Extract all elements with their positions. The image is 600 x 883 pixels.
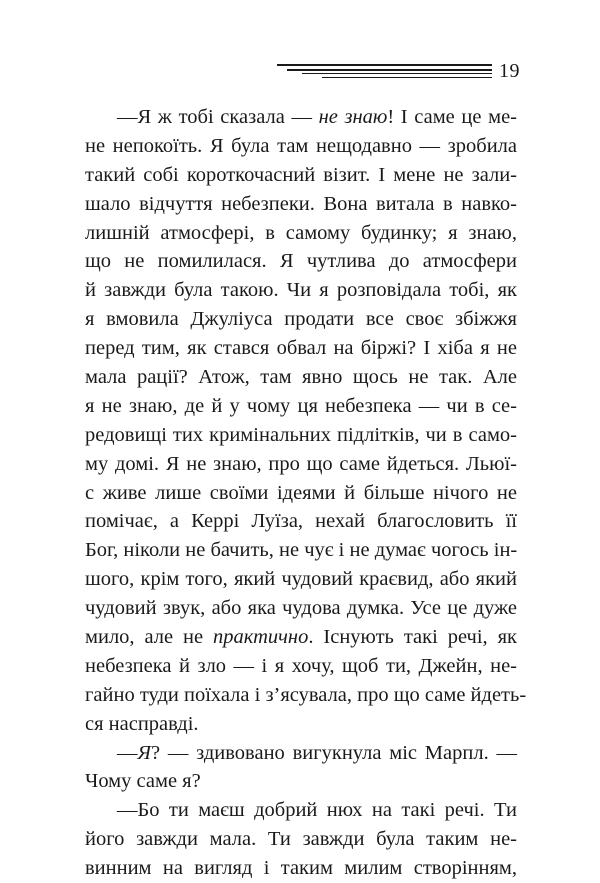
text-line xyxy=(85,421,517,450)
text-segment: що не помилилася. Я чутлива до атмосфери xyxy=(85,250,517,273)
text-line xyxy=(85,507,517,536)
text-line xyxy=(85,854,517,883)
text-line xyxy=(85,710,517,739)
text-line xyxy=(85,594,517,623)
text-line xyxy=(85,739,517,768)
text-segment: мило, але не xyxy=(85,626,214,649)
text-segment: . Існують такі речі, як xyxy=(308,626,517,649)
text-line xyxy=(85,334,517,363)
text-line xyxy=(85,161,517,190)
text-segment: с живе лише своїми ідеями й більше нічого не xyxy=(85,481,517,504)
text-segment: помічає, а Керрі Луїза, нехай благословить її xyxy=(85,510,517,533)
text-segment: — xyxy=(117,741,138,764)
text-segment: й завжди була такою. Чи я розповідала тобі, як xyxy=(85,279,517,302)
italic-text: практично xyxy=(213,626,309,649)
header-rule xyxy=(322,77,492,78)
text-line xyxy=(85,103,517,132)
italic-text: не знаю xyxy=(318,106,388,128)
text-segment: перед тим, як стався обвал на біржі? І хіба я не xyxy=(85,337,517,360)
text-line xyxy=(85,450,517,479)
text-segment: —Я ж тобі сказала — xyxy=(117,106,319,128)
body-text xyxy=(85,103,527,883)
text-line xyxy=(85,479,517,508)
text-segment: його завжди мала. Ти завжди була таким не- xyxy=(85,828,517,851)
text-segment: —Бо ти маєш добрий нюх на такі речі. Ти xyxy=(117,799,517,822)
text-segment: му домі. Я не знаю, про що саме йдеться. Льюї- xyxy=(85,452,517,475)
text-segment: чудовий звук, або яка чудова думка. Усе це дуже xyxy=(85,597,517,620)
text-segment: не непокоїть. Я була там нещодавно — зробила xyxy=(85,134,517,157)
text-line xyxy=(85,681,527,710)
header-rule xyxy=(302,73,492,74)
text-line xyxy=(85,276,517,305)
page-number: 19 xyxy=(499,60,520,82)
text-line xyxy=(85,305,517,334)
text-line xyxy=(85,247,517,276)
text-segment: Чому саме я? xyxy=(85,770,201,793)
page-header xyxy=(270,58,530,88)
text-line xyxy=(85,767,517,796)
text-line xyxy=(85,392,517,421)
text-line xyxy=(85,825,517,854)
text-segment: мала рації? Атож, там явно щось не так. Але xyxy=(85,366,517,389)
italic-text: Я xyxy=(137,741,151,764)
text-line xyxy=(85,796,517,825)
text-segment: ся насправді. xyxy=(85,712,199,735)
text-segment: шого, крім того, який чудовий краєвид, або який xyxy=(85,568,517,591)
text-line xyxy=(85,623,517,652)
text-segment: Бог, ніколи не бачить, не чує і не думає чогось ін- xyxy=(85,539,518,562)
text-segment: ? — здивовано вигукнула міс Марпл. — xyxy=(150,741,517,764)
text-line xyxy=(85,536,517,565)
text-segment: такий собі короткочасний візит. І мене не зали- xyxy=(85,163,517,186)
text-segment: гайно туди поїхала і з’ясувала, про що саме йдеть- xyxy=(85,683,527,706)
text-segment: лишній атмосфері, в самому будинку; я знаю, xyxy=(85,221,517,244)
text-line xyxy=(85,219,517,248)
text-segment: я вмовила Джуліуса продати все своє збіжжя xyxy=(85,308,517,331)
text-line xyxy=(85,190,517,219)
header-rule xyxy=(287,69,492,71)
text-segment: я не знаю, де й у чому ця небезпека — чи в се- xyxy=(85,394,517,417)
text-line xyxy=(85,652,517,681)
header-rule xyxy=(277,64,492,66)
text-segment: винним на вигляд і таким милим створінням, xyxy=(85,857,517,880)
text-segment: шало відчуття небезпеки. Вона витала в навко- xyxy=(85,192,517,215)
text-segment: небезпека й зло — і я хочу, щоб ти, Джейн, не- xyxy=(85,654,517,677)
text-segment: ! І саме це ме- xyxy=(387,106,517,128)
text-segment: редовищі тих кримінальних підлітків, чи в само- xyxy=(85,423,517,446)
text-line xyxy=(85,132,517,161)
text-line xyxy=(85,363,517,392)
text-line xyxy=(85,565,517,594)
